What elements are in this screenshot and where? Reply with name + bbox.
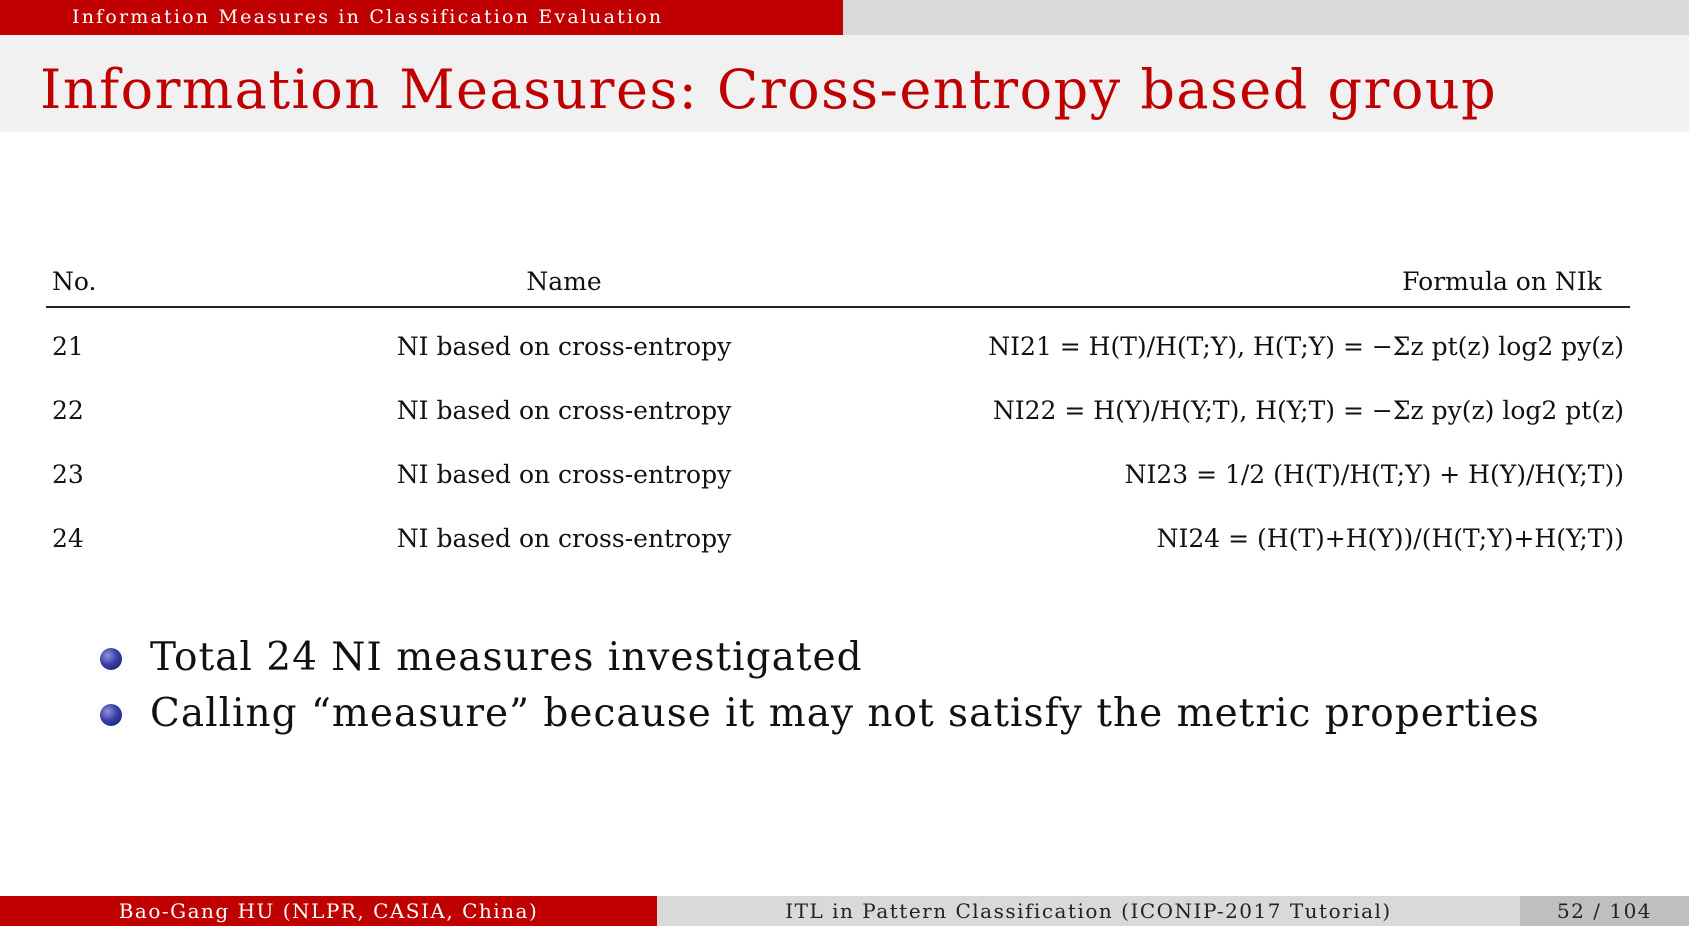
row-formula <box>880 442 1630 506</box>
top-navigation-bar <box>0 0 1689 35</box>
formula-text: NI21 = H(T)/H(T;Y), H(T;Y) = −Σz pt(z) log2 py(z) <box>988 331 1624 361</box>
bullet-list <box>98 630 1540 742</box>
row-number: 22 <box>52 395 84 425</box>
bullet-text: Calling “measure” because it may not satisfy the metric properties <box>150 691 1540 736</box>
formula-text: NI23 = 1/2 (H(T)/H(T;Y) + H(Y)/H(Y;T)) <box>1124 459 1624 489</box>
table-row <box>46 442 1630 506</box>
footer-talk-title: ITL in Pattern Classification (ICONIP-2017 Tutorial) <box>657 896 1520 926</box>
bullet-ball-icon <box>100 704 122 726</box>
ni-measures-table <box>46 256 1630 570</box>
table-header-row <box>46 256 1630 307</box>
row-name: NI based on cross-entropy <box>396 523 732 553</box>
row-formula <box>880 378 1630 442</box>
row-name: NI based on cross-entropy <box>396 459 732 489</box>
footer-page-number: 52 / 104 <box>1520 896 1689 926</box>
bullet-text: Total 24 NI measures investigated <box>150 635 863 680</box>
table-row <box>46 506 1630 570</box>
bullet-item <box>98 686 1540 742</box>
table-row <box>46 378 1630 442</box>
row-formula <box>880 506 1630 570</box>
bullet-ball-icon <box>100 648 122 670</box>
footer-author: Bao-Gang HU (NLPR, CASIA, China) <box>0 896 657 926</box>
column-header-name: Name <box>248 256 880 307</box>
row-number: 23 <box>52 459 84 489</box>
formula-text: NI22 = H(Y)/H(Y;T), H(Y;T) = −Σz py(z) log2 pt(z) <box>992 395 1624 425</box>
formula-text: NI24 = (H(T)+H(Y))/(H(T;Y)+H(Y;T)) <box>1156 523 1624 553</box>
row-name: NI based on cross-entropy <box>396 331 732 361</box>
row-formula <box>880 307 1630 378</box>
bullet-item <box>98 630 1540 686</box>
column-header-no: No. <box>46 256 248 307</box>
row-name: NI based on cross-entropy <box>396 395 732 425</box>
section-label: Information Measures in Classification Evaluation <box>0 0 843 35</box>
title-bar <box>0 35 1689 132</box>
row-number: 21 <box>52 331 84 361</box>
row-number: 24 <box>52 523 84 553</box>
table-row <box>46 307 1630 378</box>
footer-bar <box>0 896 1689 926</box>
column-header-formula: Formula on NIk <box>880 256 1630 307</box>
slide-title: Information Measures: Cross-entropy based group <box>40 58 1498 121</box>
